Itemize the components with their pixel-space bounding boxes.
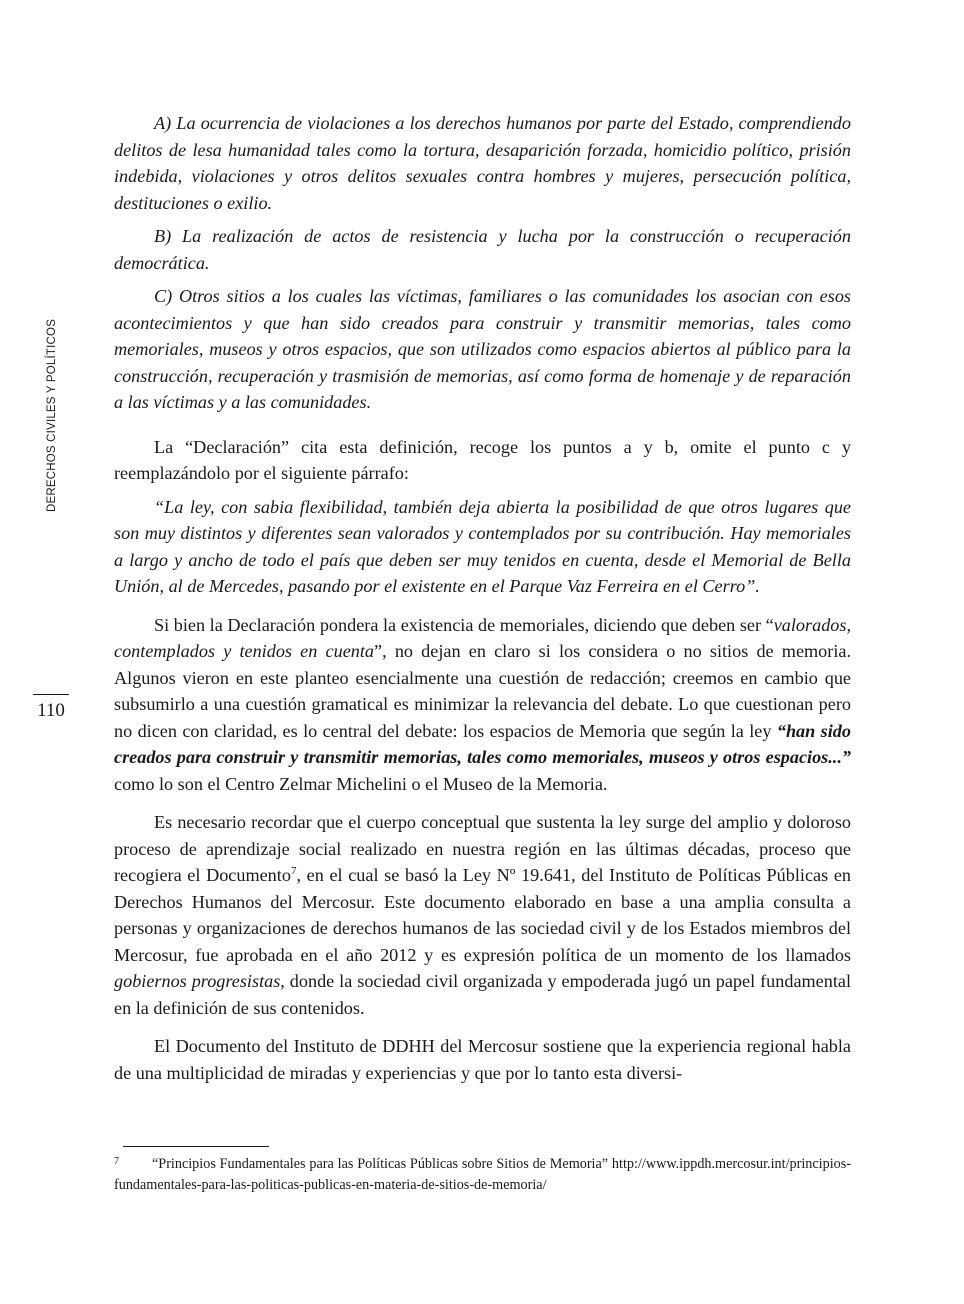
text-run-italic: valorados, contemplados y tenidos en cuenta xyxy=(114,614,851,661)
text-run: , donde la sociedad civil organizada y empoderada jugó un papel fundamental en la definición de sus contenidos. xyxy=(114,971,852,1018)
footnote-rule xyxy=(123,1146,269,1147)
text-run: Si bien la Declaración pondera la existencia de memoriales, diciendo que deben ser “ xyxy=(154,614,774,635)
paragraph-cuerpo-conceptual xyxy=(114,809,851,1021)
footnote-mark: 7 xyxy=(114,1156,119,1167)
page-number: 110 xyxy=(37,700,65,721)
paragraph-point-b: B) La realización de actos de resistencia y lucha por la construcción o recuperación democrática. xyxy=(114,226,851,273)
footnote-reference[interactable]: 7 xyxy=(290,864,297,877)
text-run-bold-italic: “han sido creados para construir y transmitir memorias, tales como memoriales, museos y otros espacios...” xyxy=(114,720,851,767)
text-run: , en el cual se basó la Ley Nº 19.641, del Instituto de Políticas Públicas en Derechos Humanos del Mercosur. Este documento elaborado en base a una amplia consulta a personas y organizaciones de derechos humanos de las sociedad civil y de los Estados miembros del Mercosur, fue aprobada en el año 2012 y es expresión política de un momento de los llamados xyxy=(114,865,852,965)
running-header-section: DERECHOS CIVILES Y POLÍTICOS xyxy=(46,318,58,512)
body-text xyxy=(114,110,851,1086)
text-run: Es necesario recordar que el cuerpo conceptual que sustenta la ley surge del amplio y doloroso proceso de aprendizaje social realizado en nuestra región en las últimas décadas, proceso que recogiera el Documento xyxy=(114,812,851,885)
paragraph-declaracion: La “Declaración” cita esta definición, recoge los puntos a y b, omite el punto c y reemplazándolo por el siguiente párrafo: xyxy=(114,436,851,483)
text-run: como lo son el Centro Zelmar Michelini o el Museo de la Memoria. xyxy=(114,773,608,794)
footnote-text: “Principios Fundamentales para las Políticas Públicas sobre Sitios de Memoria” http://www.ippdh.mercosur.int/principios-fundamentales-para-las-politicas-publicas-en-materia-de-sitios-de-memoria/ xyxy=(114,1156,851,1193)
paragraph-quote: “La ley, con sabia flexibilidad, también deja abierta la posibilidad de que otros lugares que son muy distintos y diferentes sean valorados y contemplados por su contribución. Hay memoriales a largo y ancho de todo el país que deben ser muy tenidos en cuenta, desde el Memorial de Bella Unión, al de Mercedes, pasando por el existente en el Parque Vaz Ferreira en el Cerro”. xyxy=(114,496,851,596)
page-number-rule xyxy=(33,694,69,695)
text-run: ”, no dejan en claro si los considera o no sitios de memoria. Algunos vieron en este planteo esencialmente una cuestión de redacción; creemos en cambio que subsumirlo a una cuestión gramatical es minimizar la relevancia del debate. Lo que cuestionan pero no dicen con claridad, es lo central del debate: los espacios de Memoria que según la ley xyxy=(114,641,851,741)
footnote xyxy=(114,1154,851,1196)
text-run-italic: gobiernos progresistas xyxy=(114,971,281,991)
paragraph-point-a: A) La ocurrencia de violaciones a los derechos humanos por parte del Estado, comprendiendo delitos de lesa humanidad tales como la tortura, desaparición forzada, homicidio político, prisión indebida, violaciones y otros delitos sexuales contra hombres y mujeres, persecución política, destituciones o exilio. xyxy=(114,113,851,213)
paragraph-documento-instituto: El Documento del Instituto de DDHH del Mercosur sostiene que la experiencia regional habla de una multiplicidad de miradas y experiencias y que por lo tanto esta diversi- xyxy=(114,1036,851,1083)
paragraph-point-c: C) Otros sitios a los cuales las víctimas, familiares o las comunidades los asocian con esos acontecimientos y que han sido creados para construir y transmitir memorias, tales como memoriales, museos y otros espacios, que son utilizados como espacios abiertos al público para la construcción, recuperación y trasmisión de memorias, así como forma de homenaje y de reparación a las víctimas y a las comunidades. xyxy=(114,286,851,412)
paragraph-memoriales xyxy=(114,612,851,798)
